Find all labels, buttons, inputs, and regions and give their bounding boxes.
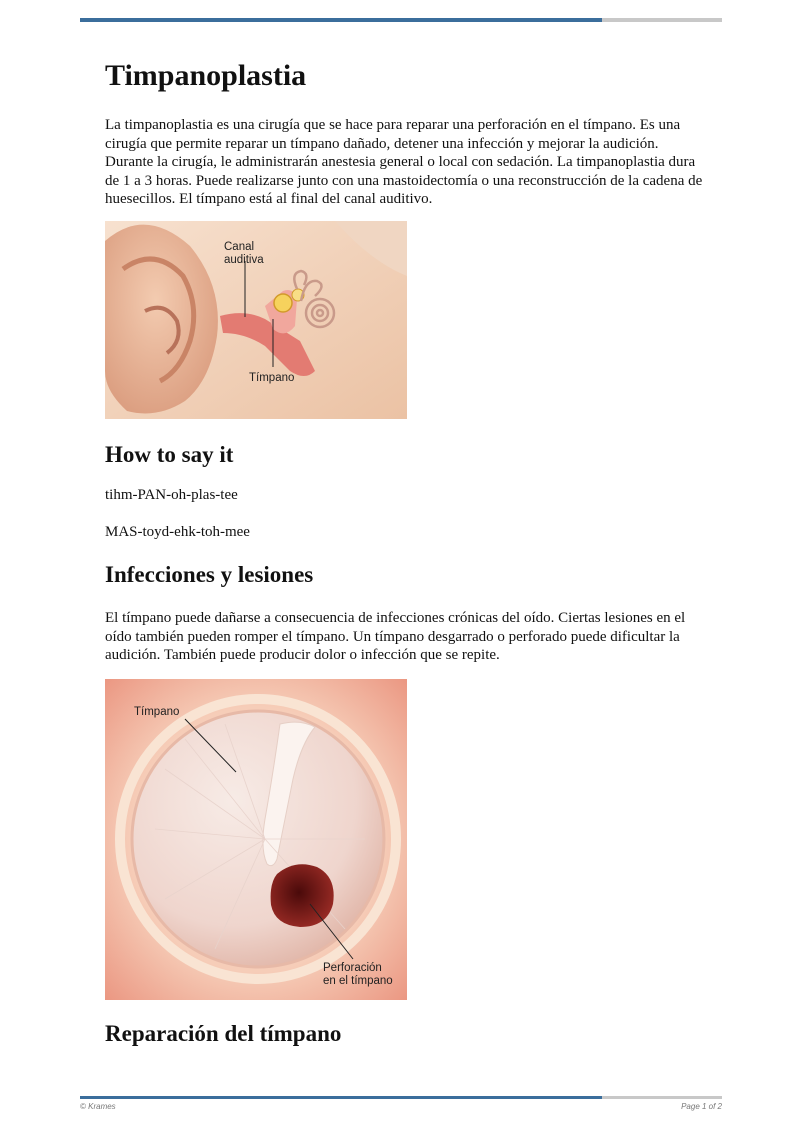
infections-paragraph: El tímpano puede dañarse a consecuencia de infecciones crónicas del oído. Ciertas lesiones en el oído también pueden romper el tímpano. Un tímpano desgarrado o perforado puede dificultar la audición. También puede producir dolor o infección que se repite. bbox=[105, 610, 686, 663]
pronunciation-2: MAS-toyd-ehk-toh-mee bbox=[105, 523, 250, 540]
main-content bbox=[105, 56, 705, 209]
how-to-say-heading: How to say it bbox=[105, 442, 234, 467]
footer-copyright: © Krames bbox=[80, 1102, 116, 1111]
label-perforacion-line1: Perforación bbox=[323, 962, 382, 974]
eardrum-perforation-illustration bbox=[105, 679, 407, 1000]
header-rule bbox=[80, 18, 722, 22]
footer-rule-accent bbox=[80, 1096, 602, 1099]
footer-rule bbox=[80, 1096, 722, 1099]
header-rule-accent bbox=[80, 18, 602, 22]
footer-page-number: Page 1 of 2 bbox=[681, 1102, 722, 1111]
label-perforacion-line2: en el tímpano bbox=[323, 975, 393, 987]
label-canal-line1: Canal bbox=[224, 241, 255, 253]
section-infections bbox=[105, 560, 705, 665]
section-repair bbox=[105, 1019, 705, 1049]
label-timpano-fig2: Tímpano bbox=[134, 706, 180, 718]
page-title: Timpanoplastia bbox=[105, 59, 307, 92]
repair-heading: Reparación del tímpano bbox=[105, 1021, 342, 1046]
eardrum-drawing bbox=[105, 679, 407, 1000]
label-timpano-fig1: Tímpano bbox=[249, 372, 295, 384]
section-how-to-say bbox=[105, 440, 705, 541]
ear-canal-illustration bbox=[105, 221, 407, 419]
infections-heading: Infecciones y lesiones bbox=[105, 562, 314, 587]
label-canal-line2: auditiva bbox=[224, 254, 264, 266]
intro-paragraph: La timpanoplastia es una cirugía que se hace para reparar una perforación en el tímpano. Es una cirugía que permite reparar un tímpano dañado, detener una infección y mejorar la audición. Durante la cirugía, le administrarán anestesia general o local con sedación. La timpanoplastia dura de 1 a 3 horas. Puede realizarse junto con una mastoidectomía o una reconstrucción de la cadena de huesecillos. El tímpano está al final del canal auditivo. bbox=[105, 117, 703, 207]
pronunciation-1: tihm-PAN-oh-plas-tee bbox=[105, 487, 238, 503]
